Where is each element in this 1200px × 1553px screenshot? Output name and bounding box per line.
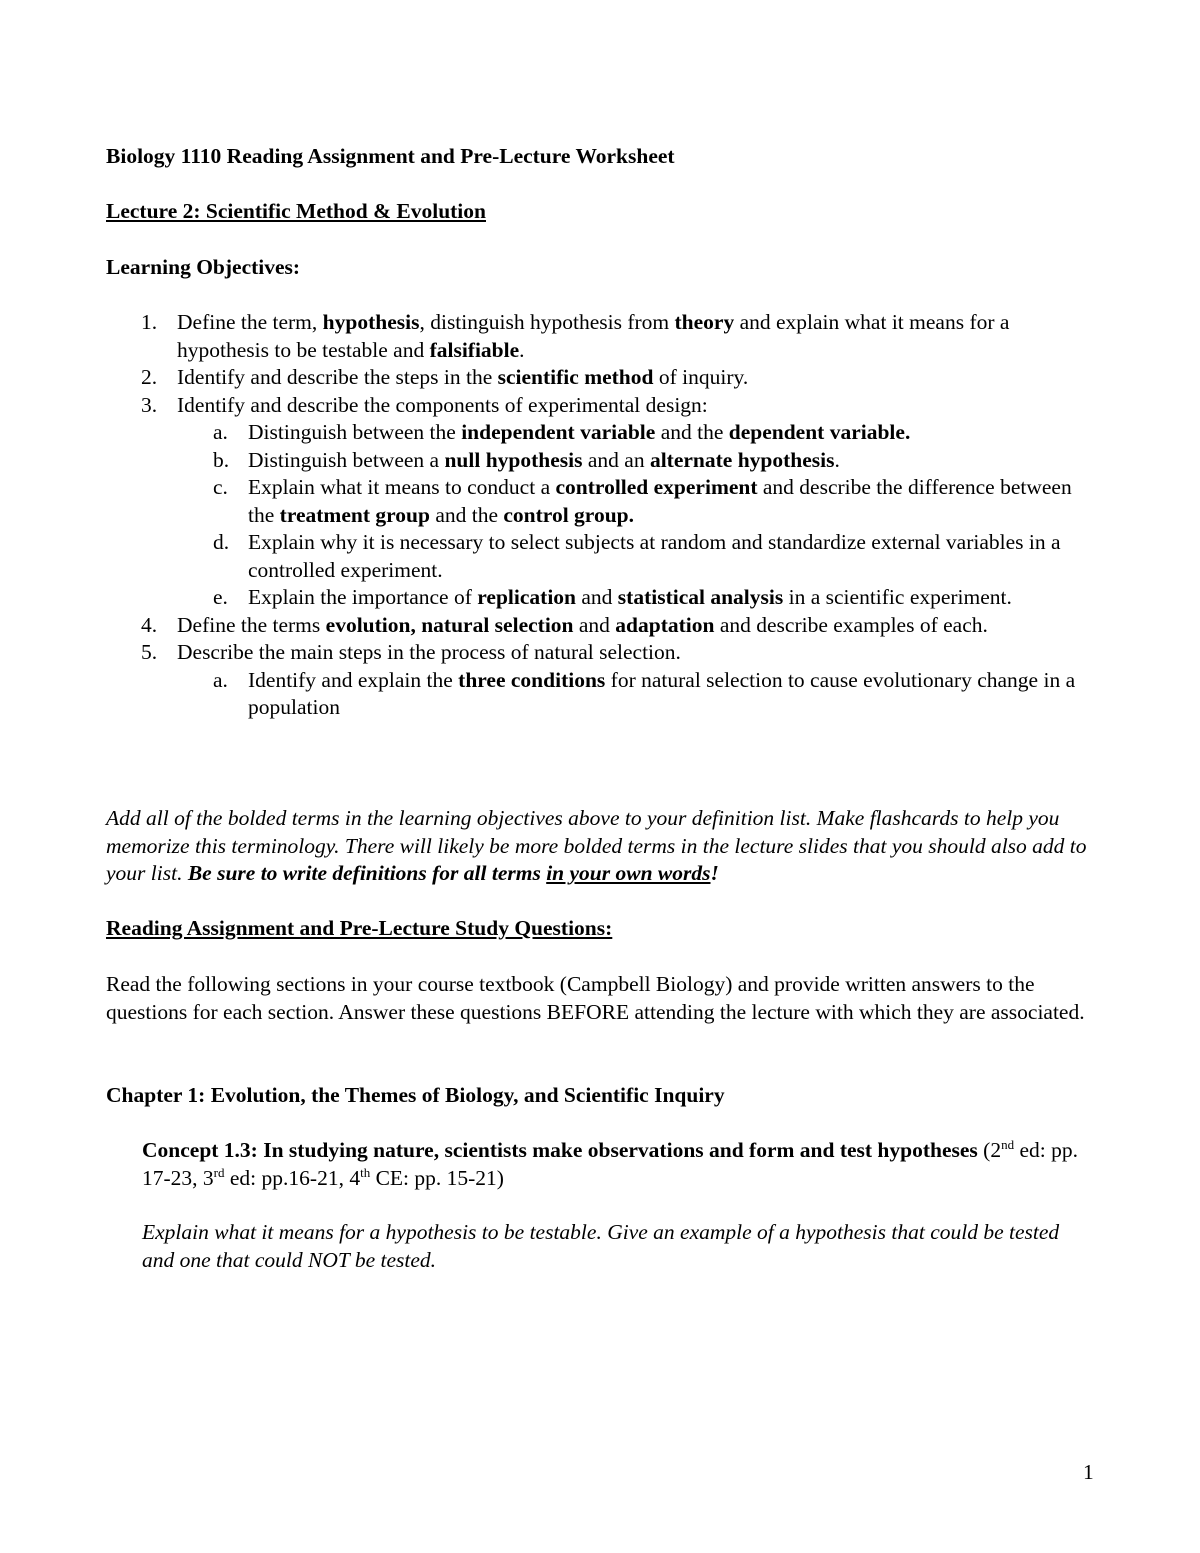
objective-text: Define the terms <box>177 612 326 637</box>
list-letter: b. <box>213 447 230 472</box>
list-letter: a. <box>213 420 228 444</box>
concept-heading <box>142 1137 1096 1192</box>
note-emphasis-underlined: in your own words <box>546 861 711 885</box>
objective-text: and <box>573 612 616 637</box>
objective-text: and an <box>582 447 650 472</box>
objective-text: Explain what it means to conduct a <box>248 475 556 499</box>
learning-objectives-list <box>106 309 1096 722</box>
objective-2 <box>106 364 1096 392</box>
objective-3c <box>106 474 1096 529</box>
bold-term: adaptation <box>615 612 715 637</box>
note-emphasis: Be sure to write definitions for all terms <box>187 861 547 885</box>
objective-3e <box>106 584 1096 612</box>
objective-text: Explain the importance of <box>248 585 478 609</box>
objective-text: and describe the difference between the <box>248 475 1072 527</box>
bold-term: evolution, natural selection <box>325 612 574 637</box>
page-ref: CE: pp. 15-21) <box>370 1165 504 1190</box>
objective-5 <box>106 639 1096 667</box>
objective-text: . <box>834 447 840 472</box>
definition-note <box>106 805 1096 888</box>
objective-5a <box>106 667 1096 722</box>
note-text: Add all of the bolded terms in the learning objectives above to your definition list. Make flashcards to help you memorize this terminology. There will likely be more bolded terms in the lecture slides that you should also add to your list. <box>106 806 1087 885</box>
list-number: 1. <box>141 310 158 334</box>
objective-text: in a scientific experiment. <box>783 585 1012 609</box>
chapter-heading: Chapter 1: Evolution, the Themes of Biology, and Scientific Inquiry <box>106 1083 725 1107</box>
bold-term: dependent variable <box>728 420 905 444</box>
list-letter: d. <box>213 530 230 554</box>
reading-intro: Read the following sections in your course textbook (Campbell Biology) and provide written answers to the questions for each section. Answer these questions BEFORE attending the lecture with which they are associated. <box>106 972 1085 1024</box>
concept-title: In studying nature, scientists make observations and form and test hypotheses <box>257 1138 978 1162</box>
bold-term: controlled experiment <box>555 475 758 499</box>
objective-text: and describe examples of each. <box>714 612 988 637</box>
superscript: rd <box>213 1164 225 1180</box>
objective-text: Define the term, <box>177 310 323 334</box>
reading-heading: Reading Assignment and Pre-Lecture Study Questions: <box>106 916 613 940</box>
objective-text: . <box>628 502 634 527</box>
objective-1 <box>106 309 1096 364</box>
objective-text: and the <box>655 420 729 444</box>
objective-text: Explain why it is necessary to select subjects at random and standardize external variables in a controlled experiment. <box>248 530 1061 582</box>
objective-text: Distinguish between a <box>248 447 445 472</box>
objective-text: , distinguish hypothesis from <box>419 310 675 334</box>
concept-label: Concept 1.3: <box>142 1138 258 1162</box>
objective-3 <box>106 392 1096 420</box>
bold-term: null hypothesis <box>444 447 583 472</box>
bold-term: control group <box>503 502 629 527</box>
list-number: 4. <box>141 612 158 637</box>
objective-text: of inquiry. <box>653 365 749 389</box>
list-number: 3. <box>141 392 158 417</box>
objective-text: and <box>576 585 618 609</box>
objective-text: Identify and describe the components of experimental design: <box>177 392 708 417</box>
study-question: Explain what it means for a hypothesis to be testable. Give an example of a hypothesis that could be tested and one that could NOT be tested. <box>142 1220 1060 1272</box>
note-emphasis: ! <box>710 861 719 885</box>
page-ref: ed: pp. 17-23, 3 <box>142 1138 1078 1190</box>
objective-text: and explain what it means for a hypothesis to be testable and <box>177 310 1010 362</box>
bold-term: hypothesis <box>322 310 420 334</box>
bold-term: falsifiable <box>429 337 520 362</box>
objective-text: . <box>519 337 525 362</box>
objective-text: Identify and explain the <box>248 667 459 692</box>
superscript: th <box>360 1164 371 1180</box>
document-title: Biology 1110 Reading Assignment and Pre-Lecture Worksheet <box>106 144 675 168</box>
list-number: 2. <box>141 365 158 389</box>
objective-3a <box>106 419 1096 447</box>
objective-4 <box>106 612 1096 640</box>
list-letter: c. <box>213 475 228 499</box>
objective-text: and the <box>429 502 504 527</box>
page-ref: (2 <box>977 1138 1002 1162</box>
bold-term: independent variable <box>461 420 656 444</box>
bold-term: treatment group <box>279 502 430 527</box>
list-letter: e. <box>213 585 228 609</box>
objective-text: for natural selection to cause evolutionary change in a population <box>248 667 1076 719</box>
bold-term: theory <box>674 310 735 334</box>
bold-term: scientific method <box>497 365 654 389</box>
objective-text: Describe the main steps in the process of natural selection. <box>177 640 681 664</box>
lecture-heading: Lecture 2: Scientific Method & Evolution <box>106 199 486 223</box>
page-number: 1 <box>1083 1460 1094 1484</box>
bold-term: statistical analysis <box>617 585 784 609</box>
objective-3b <box>106 447 1096 475</box>
list-letter: a. <box>213 667 228 692</box>
objectives-heading: Learning Objectives: <box>106 255 301 279</box>
objective-text: Distinguish between the <box>248 420 462 444</box>
bold-term: three conditions <box>458 667 606 692</box>
objective-text: Identify and describe the steps in the <box>177 365 498 389</box>
page-ref: ed: pp.16-21, 4 <box>224 1165 361 1190</box>
bold-term: alternate hypothesis <box>649 447 835 472</box>
list-number: 5. <box>141 640 158 664</box>
bold-term: replication <box>477 585 576 609</box>
objective-text: . <box>904 420 911 444</box>
superscript: nd <box>1001 1137 1015 1152</box>
objective-3d <box>106 529 1096 584</box>
